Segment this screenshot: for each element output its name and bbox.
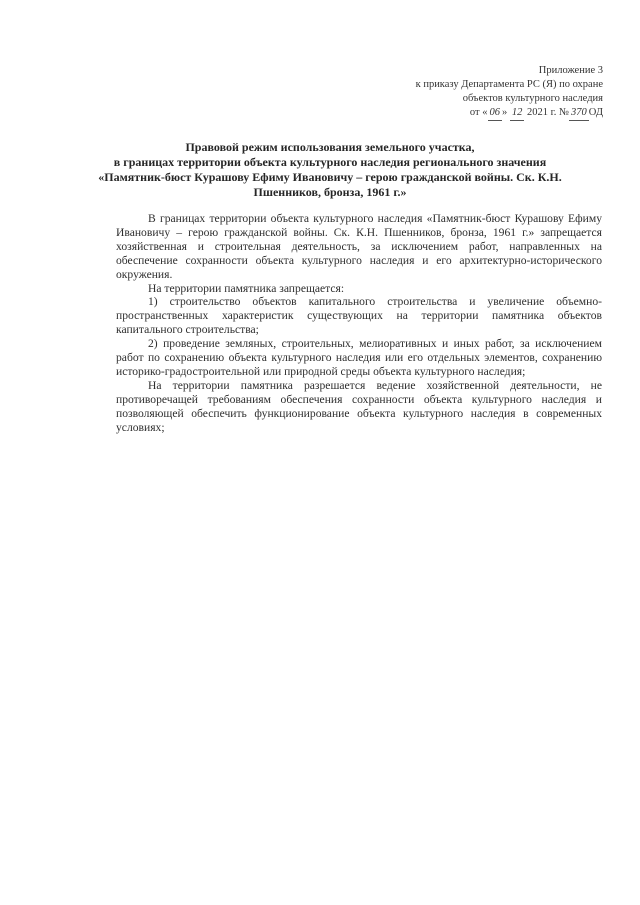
order-month: 12 xyxy=(510,106,525,121)
order-suffix: ОД xyxy=(588,107,603,118)
paragraph-territory-regime: В границах территории объекта культурного наследия «Памятник-бюст Курашову Ефиму Ивановичу – герою гражданской войны. Ск. К.Н. Пшенников, бронза, 1961 г.» запрещается хозяйственная и строительная деятельность, за исключением работ, направленных на обеспечение сохранности объекта культурного наследия и его архитектурно-исторического окружения. xyxy=(116,212,602,281)
annex-header xyxy=(343,64,603,121)
document-body xyxy=(116,212,602,435)
order-year: 2021 г. № xyxy=(527,107,570,118)
paragraph-prohibition-construction: 1) строительство объектов капитального строительства и увеличение объемно-пространственных характеристик существующих на территории памятника объектов капитального строительства; xyxy=(116,295,602,337)
title-line-1: Правовой режим использования земельного участка, xyxy=(185,140,475,154)
annex-order-reference: к приказу Департамента РС (Я) по охране xyxy=(415,79,603,90)
title-line-3: «Памятник-бюст Курашову Ефиму Ивановичу – герою гражданской войны. Ск. К.Н. xyxy=(98,170,562,184)
title-line-4: Пшенников, бронза, 1961 г.» xyxy=(253,185,407,199)
annex-order-date-line xyxy=(343,106,603,121)
paragraph-prohibition-earthworks: 2) проведение земляных, строительных, мелиоративных и иных работ, за исключением работ по сохранению объекта культурного наследия или его отдельных элементов, сохранению историко-градостроительной или природной среды объекта культурного наследия; xyxy=(116,337,602,378)
document-title xyxy=(90,140,570,200)
annex-order-subject: объектов культурного наследия xyxy=(462,93,603,104)
title-line-2: в границах территории объекта культурного наследия регионального значения xyxy=(113,155,547,169)
date-separator: » xyxy=(502,107,508,118)
order-day: 06 xyxy=(488,106,503,121)
annex-number: Приложение 3 xyxy=(538,65,603,76)
paragraph-permitted-activity: На территории памятника разрешается ведение хозяйственной деятельности, не противоречащей требованиям обеспечения сохранности объекта культурного наследия и позволяющей обеспечить функционирование объекта культурного наследия в современных условиях; xyxy=(116,378,602,434)
paragraph-prohibitions-intro: На территории памятника запрещается: xyxy=(148,281,345,295)
date-prefix: от « xyxy=(469,107,488,118)
order-number: 370 xyxy=(569,106,589,121)
